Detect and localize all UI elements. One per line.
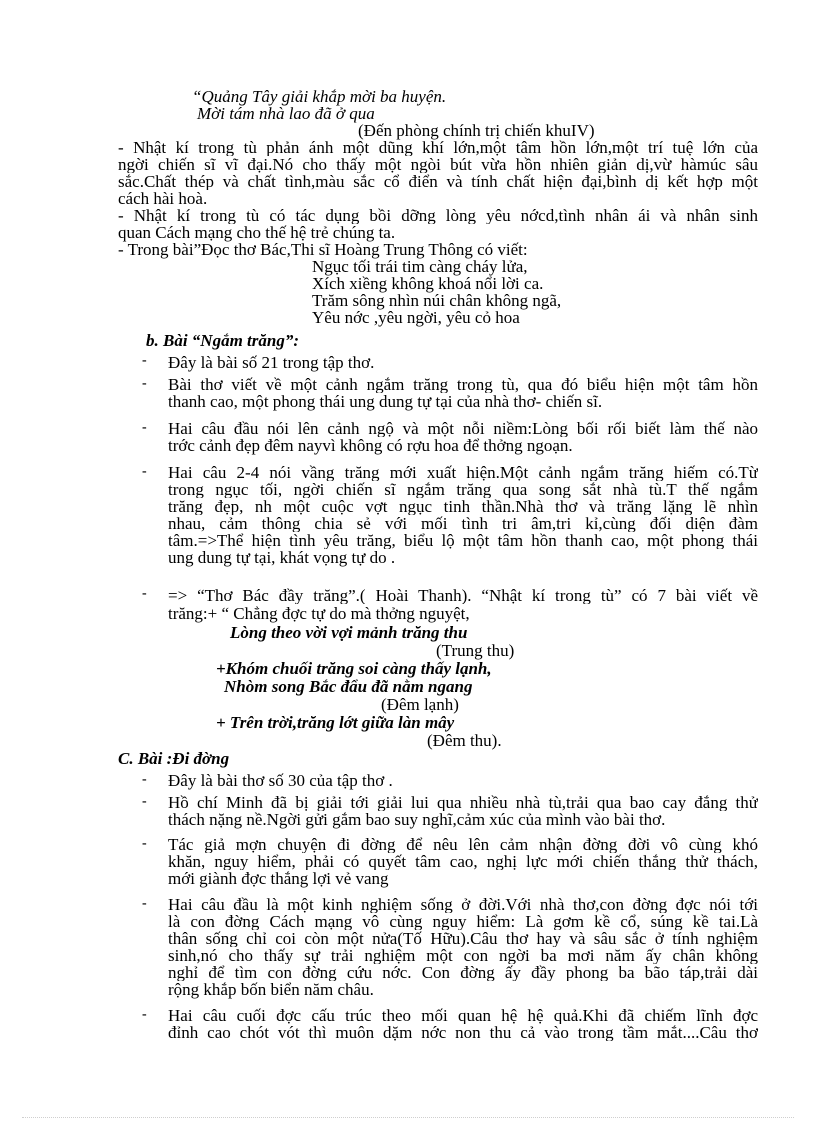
poem-line: +Khóm chuối trăng soi càng thấy lạnh, [216, 659, 492, 678]
section-heading-b: b. Bài “Ngắm trăng”: [146, 331, 300, 350]
bullet-text: thách nặng nề.Ngời gửi gắm bao suy nghĩ,cảm xúc của mình vào bài thơ. [168, 810, 666, 829]
paragraph-line: ngời chiến sĩ vĩ đại.Nó cho thấy một ngòi bút vừa hồn nhiên giản dị,vừ hàmúc sâu [118, 156, 758, 173]
poem-source: (Đêm thu). [427, 731, 502, 750]
paragraph-line: cách hài hoà. [118, 189, 208, 208]
bullet-marker: - [142, 353, 147, 368]
bullet-text: nghỉ để tìm con đờng cứu nớc. Con đờng ấy đầy phong ba bão táp,trải dài [168, 964, 758, 981]
bullet-text: nhau, cảm thông chia sẻ với mối tình tri âm,tri kỉ,cùng đối diện đàm [168, 515, 758, 532]
bullet-text: Đây là bài số 21 trong tập thơ. [168, 353, 375, 372]
bullet-text: => “Thơ Bác đầy trăng”.( Hoài Thanh). “Nhật kí trong tù” có 7 bài viết về [168, 587, 758, 604]
bullet-text: rộng khắp bốn biển năm châu. [168, 980, 374, 999]
bullet-marker: - [142, 1007, 147, 1022]
paragraph-line: - Nhật kí trong tù có tác dụng bồi dỡng lòng yêu nớcd,tình nhân ái và nhân sinh [118, 207, 758, 224]
bullet-text: Đây là bài thơ số 30 của tập thơ . [168, 771, 393, 790]
poem-source: (Đêm lạnh) [381, 695, 459, 714]
bullet-marker: - [142, 376, 147, 391]
paragraph-line: quan Cách mạng cho thế hệ trẻ chúng ta. [118, 223, 396, 242]
bullet-text: trong ngục tối, ngời chiến sĩ ngắm trăng qua song sắt nhà tù.T thế ngắm [168, 481, 758, 498]
poem-line: Xích xiềng không khoá nổi lời ca. [312, 274, 544, 293]
bullet-text: Hai câu đầu là một kinh nghiệm sống ở đời.Với nhà thơ,con đờng đợc nói tới [168, 896, 758, 913]
bullet-text: tâm.=>Thể hiện tình yêu trăng, biểu lộ một tâm hồn thanh cao, một phong thái [168, 532, 758, 549]
bullet-marker: - [142, 464, 147, 479]
bullet-text: sinh,nó cho thấy sự trải nghiệm một con ngời ba mơi năm ấy chân không [168, 947, 758, 964]
poem-line: Yêu nớc ,yêu ngời, yêu cỏ hoa [312, 308, 520, 327]
bullet-text: Hai câu đầu nói lên cảnh ngộ và một nỗi niềm:Lòng bối rối biết làm thế nào [168, 420, 758, 437]
poem-line: + Trên trời,trăng lớt giữa làn mây [216, 713, 455, 732]
bullet-text: trăng đẹp, nh một cuộc vợt ngục tinh thần.Nhà thơ và trăng lặng lẽ nhìn [168, 498, 758, 515]
quote-source: (Đến phòng chính trị chiến khuIV) [358, 121, 595, 140]
bullet-text: Hai câu 2-4 nói vầng trăng mới xuất hiện.Một cảnh ngắm trăng hiếm có.Từ [168, 464, 758, 481]
bullet-marker: - [142, 420, 147, 435]
bullet-text: Bài thơ viết về một cảnh ngắm trăng trong tù, qua đó biểu hiện một tâm hồn [168, 376, 758, 393]
bullet-text: trớc cảnh đẹp đêm nayvì không có rợu hoa để thởng ngoạn. [168, 436, 573, 455]
bullet-marker: - [142, 836, 147, 851]
page-footer-divider [22, 1117, 794, 1118]
paragraph-line: - Trong bài”Đọc thơ Bác,Thi sĩ Hoàng Trung Thông có viết: [118, 240, 528, 259]
poem-source: (Trung thu) [436, 641, 515, 660]
quote-line-1: “Quảng Tây giải khắp mời ba huyện. [192, 87, 447, 106]
poem-line: Lòng theo vời vợi mảnh trăng thu [230, 623, 468, 642]
bullet-text: khăn, nguy hiểm, phải có quyết tâm cao, nghị lực mới chiến thắng thử thách, [168, 853, 758, 870]
bullet-marker: - [142, 772, 147, 787]
bullet-text: là con đờng Cách mạng vô cùng nguy hiểm: Là gơm kề cổ, súng kề tai.Là [168, 913, 758, 930]
paragraph-line: - Nhật kí trong tù phản ánh một dũng khí lớn,một tâm hồn lớn,một trí tuệ lớn của [118, 139, 758, 156]
bullet-text: ung dung tự tại, khát vọng tự do . [168, 548, 396, 567]
paragraph-line: sắc.Chất thép và chất tình,màu sắc cổ điển và tính chất hiện đại,bình dị kết hợp một [118, 173, 758, 190]
bullet-text: Tác giả mợn chuyện đi đờng để nêu lên cảm nhận đờng đời vô cùng khó [168, 836, 758, 853]
bullet-text: thân sống chỉ coi còn một nửa(Tố Hữu).Câu thơ hay và sâu sắc ở tính nghiệm [168, 930, 758, 947]
bullet-text: Hai câu cuối đợc cấu trúc theo mối quan hệ hệ quả.Khi đã chiếm lĩnh đợc [168, 1007, 758, 1024]
bullet-marker: - [142, 586, 147, 601]
poem-line: Ngục tối trái tim càng cháy lửa, [312, 257, 528, 276]
bullet-text: thanh cao, một phong thái ung dung tự tại của nhà thơ- chiến sĩ. [168, 392, 603, 411]
bullet-text: Hồ chí Minh đã bị giải tới giải lui qua nhiều nhà tù,trải qua bao cay đắng thử [168, 794, 758, 811]
bullet-text: trăng:+ “ Chẳng đợc tự do mà thởng nguyệt, [168, 604, 470, 623]
bullet-marker: - [142, 896, 147, 911]
bullet-text: mới giành đợc thắng lợi vẻ vang [168, 869, 389, 888]
bullet-marker: - [142, 794, 147, 809]
section-heading-c: C. Bài :Đi đờng [118, 749, 230, 768]
poem-line: Trăm sông nhìn núi chân không ngã, [312, 291, 562, 310]
poem-line: Nhòm song Bắc đẩu đã nằm ngang [224, 677, 473, 696]
quote-line-2: Mời tám nhà lao đã ở qua [197, 104, 375, 123]
bullet-text: đỉnh cao chót vót thì muôn dặm nớc non thu cả vào trong tầm mắt....Câu thơ [168, 1024, 758, 1041]
